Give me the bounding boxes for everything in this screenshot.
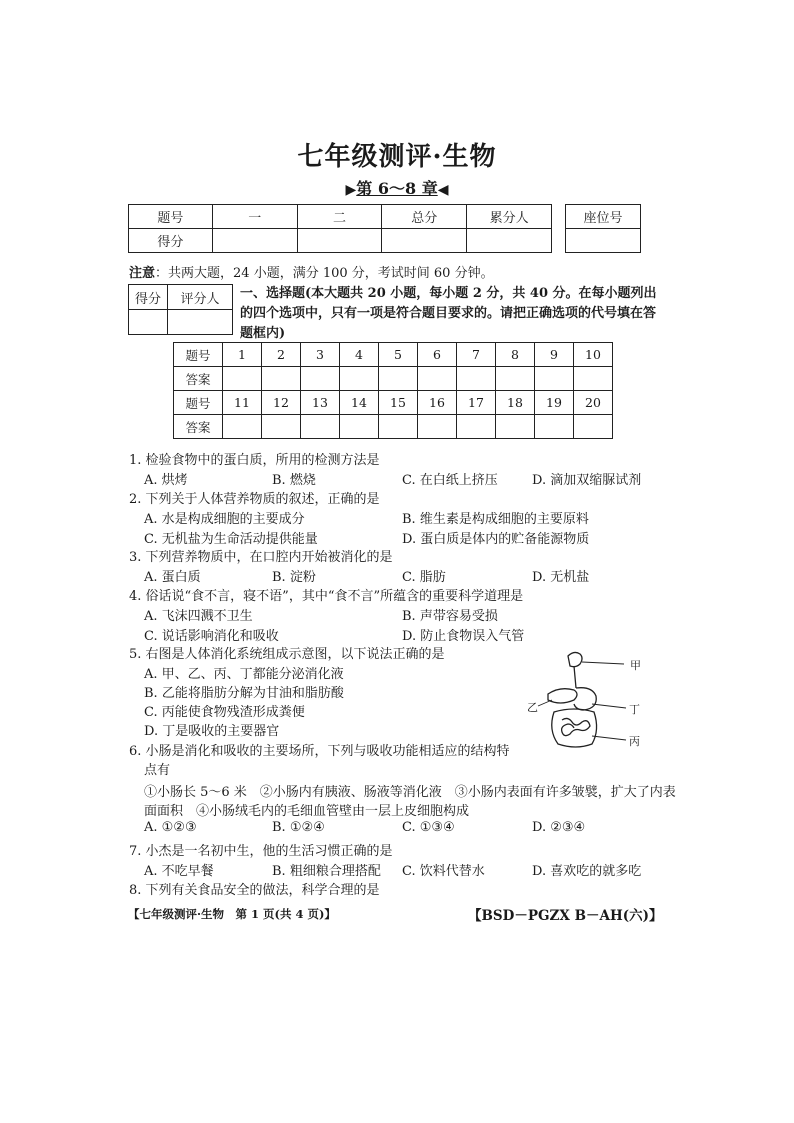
answer-cell[interactable] xyxy=(262,415,301,439)
label-line xyxy=(592,736,626,740)
seat-label: 座位号 xyxy=(566,205,641,229)
score-table xyxy=(128,204,552,253)
section-heading: 一、选择题(本大题共 20 小题，每小题 2 分，共 40 分。在每小题列出的四个选项中，只有一项是符合题目要求的。请把正确选项的代号填在答题框内) xyxy=(240,286,657,341)
footer-page-info: 【七年级测评·生物 第 1 页(共 4 页)】 xyxy=(128,907,336,921)
score-header: 二 xyxy=(297,205,382,229)
option: C. 饮料代替水 xyxy=(402,864,485,879)
answer-cell[interactable] xyxy=(301,367,340,391)
seat-cell[interactable] xyxy=(566,229,641,253)
score-header: 总分 xyxy=(382,205,467,229)
answer-cell[interactable] xyxy=(496,415,535,439)
chapter-subtitle xyxy=(0,176,794,199)
answer-cell[interactable] xyxy=(418,415,457,439)
digestive-system-diagram xyxy=(528,648,638,758)
question-stem: 7. 小杰是一名初中生，他的生活习惯正确的是 xyxy=(129,844,393,859)
answer-table xyxy=(173,342,613,439)
option: C. 丙能使食物残渣形成粪便 xyxy=(144,705,305,720)
answer-num: 2 xyxy=(262,343,301,367)
answer-cell[interactable] xyxy=(574,367,613,391)
option: D. ②③④ xyxy=(532,820,586,835)
diagram-label-bing: 丙 xyxy=(629,735,640,748)
statement-line: ①小肠长 5～6 米 ②小肠内有胰液、肠液等消化液 ③小肠内表面有许多皱襞，扩大了内表 xyxy=(144,785,676,800)
question-stem: 6. 小肠是消化和吸收的主要场所，下列与吸收功能相适应的结构特 xyxy=(129,744,510,759)
answer-num: 18 xyxy=(496,391,535,415)
answer-num: 10 xyxy=(574,343,613,367)
label-line xyxy=(538,700,552,706)
answer-num: 16 xyxy=(418,391,457,415)
answer-q-label: 题号 xyxy=(174,391,223,415)
option: C. ①③④ xyxy=(402,820,455,835)
answer-cell[interactable] xyxy=(574,415,613,439)
option: C. 在白纸上挤压 xyxy=(402,473,498,488)
option: B. 乙能将脂肪分解为甘油和脂肪酸 xyxy=(144,686,344,701)
answer-num: 19 xyxy=(535,391,574,415)
mouth-shape xyxy=(568,652,582,666)
option: B. ①②④ xyxy=(272,820,325,835)
answer-num: 12 xyxy=(262,391,301,415)
answer-num: 9 xyxy=(535,343,574,367)
score-cell[interactable] xyxy=(382,229,467,253)
note-label: 注意 xyxy=(129,266,156,281)
score-header: 累分人 xyxy=(467,205,552,229)
answer-a-label: 答案 xyxy=(174,367,223,391)
left-triangle-icon: ◀ xyxy=(437,182,449,198)
score-header: 题号 xyxy=(129,205,213,229)
answer-cell[interactable] xyxy=(457,415,496,439)
exam-note xyxy=(129,262,494,281)
answer-num: 7 xyxy=(457,343,496,367)
answer-cell[interactable] xyxy=(496,367,535,391)
grader-label: 评分人 xyxy=(168,285,233,310)
answer-num: 8 xyxy=(496,343,535,367)
answer-num: 15 xyxy=(379,391,418,415)
question-stem: 8. 下列有关食品安全的做法，科学合理的是 xyxy=(129,883,380,898)
answer-num: 14 xyxy=(340,391,379,415)
question-stem: 2. 下列关于人体营养物质的叙述，正确的是 xyxy=(129,492,380,507)
statement-line: 面面积 ④小肠绒毛内的毛细血管壁由一层上皮细胞构成 xyxy=(144,804,470,819)
answer-num: 17 xyxy=(457,391,496,415)
option: A. 甲、乙、丙、丁都能分泌消化液 xyxy=(144,667,344,682)
question-stem: 1. 检验食物中的蛋白质，所用的检测方法是 xyxy=(129,453,380,468)
liver-shape xyxy=(548,689,577,703)
score-cell[interactable] xyxy=(467,229,552,253)
option: D. 蛋白质是体内的贮备能源物质 xyxy=(402,532,590,547)
answer-q-label: 题号 xyxy=(174,343,223,367)
grader-score-label: 得分 xyxy=(129,285,168,310)
score-header: 一 xyxy=(212,205,297,229)
option: B. 粗细粮合理搭配 xyxy=(272,864,381,879)
option: A. 不吃早餐 xyxy=(144,864,214,879)
question-stem: 4. 俗话说“食不言，寝不语”，其中“食不言”所蕴含的重要科学道理是 xyxy=(129,589,524,604)
right-triangle-icon: ▶ xyxy=(345,182,357,198)
question-stem: 3. 下列营养物质中，在口腔内开始被消化的是 xyxy=(129,550,393,565)
grader-table xyxy=(128,284,233,335)
option: B. 声带容易受损 xyxy=(402,609,498,624)
option: A. 烘烤 xyxy=(144,473,188,488)
answer-cell[interactable] xyxy=(418,367,457,391)
grader-score-cell[interactable] xyxy=(129,310,168,335)
option: B. 淀粉 xyxy=(272,570,316,585)
option: C. 无机盐为生命活动提供能量 xyxy=(144,532,318,547)
option: A. 水是构成细胞的主要成分 xyxy=(144,512,305,527)
answer-cell[interactable] xyxy=(223,415,262,439)
chapter-range: 第 6～8 章 xyxy=(356,179,438,198)
option: B. 燃烧 xyxy=(272,473,316,488)
answer-cell[interactable] xyxy=(340,367,379,391)
option: A. 蛋白质 xyxy=(144,570,201,585)
option: D. 滴加双缩脲试剂 xyxy=(532,473,642,488)
label-line xyxy=(592,704,626,708)
answer-num: 3 xyxy=(301,343,340,367)
answer-num: 5 xyxy=(379,343,418,367)
answer-a-label: 答案 xyxy=(174,415,223,439)
score-row-label: 得分 xyxy=(129,229,213,253)
answer-cell[interactable] xyxy=(535,415,574,439)
score-cell[interactable] xyxy=(212,229,297,253)
answer-num: 20 xyxy=(574,391,613,415)
small-intestine-shape xyxy=(562,718,590,735)
question-stem-cont: 点有 xyxy=(144,763,171,778)
answer-num: 4 xyxy=(340,343,379,367)
diagram-label-yi: 乙 xyxy=(527,701,538,714)
option: C. 脂肪 xyxy=(402,570,446,585)
option: B. 维生素是构成细胞的主要原料 xyxy=(402,512,589,527)
answer-cell[interactable] xyxy=(379,367,418,391)
diagram-label-jia: 甲 xyxy=(630,659,641,672)
option: D. 喜欢吃的就多吃 xyxy=(532,864,642,879)
answer-cell[interactable] xyxy=(223,367,262,391)
answer-num: 6 xyxy=(418,343,457,367)
answer-num: 11 xyxy=(223,391,262,415)
answer-cell[interactable] xyxy=(340,415,379,439)
option: C. 说话影响消化和吸收 xyxy=(144,629,279,644)
answer-num: 1 xyxy=(223,343,262,367)
option: D. 防止食物误入气管 xyxy=(402,629,525,644)
option: A. ①②③ xyxy=(144,820,197,835)
note-text: ：共两大题，24 小题，满分 100 分，考试时间 60 分钟。 xyxy=(155,266,494,281)
option: D. 无机盐 xyxy=(532,570,590,585)
seat-table xyxy=(565,204,641,253)
footer-code: 【BSD－PGZX B－AH(六)】 xyxy=(468,908,663,924)
answer-cell[interactable] xyxy=(535,367,574,391)
answer-cell[interactable] xyxy=(457,367,496,391)
stomach-shape xyxy=(574,688,596,710)
answer-cell[interactable] xyxy=(301,415,340,439)
option: A. 飞沫四溅不卫生 xyxy=(144,609,253,624)
score-cell[interactable] xyxy=(297,229,382,253)
option: D. 丁是吸收的主要器官 xyxy=(144,724,280,739)
answer-cell[interactable] xyxy=(379,415,418,439)
grader-cell[interactable] xyxy=(168,310,233,335)
answer-num: 13 xyxy=(301,391,340,415)
esophagus-shape xyxy=(574,666,576,688)
answer-cell[interactable] xyxy=(262,367,301,391)
large-intestine-shape xyxy=(552,709,597,747)
diagram-label-ding: 丁 xyxy=(629,703,640,716)
page-title: 七年级测评·生物 xyxy=(297,142,497,172)
question-stem: 5. 右图是人体消化系统组成示意图，以下说法正确的是 xyxy=(129,647,445,662)
label-line xyxy=(582,662,624,664)
